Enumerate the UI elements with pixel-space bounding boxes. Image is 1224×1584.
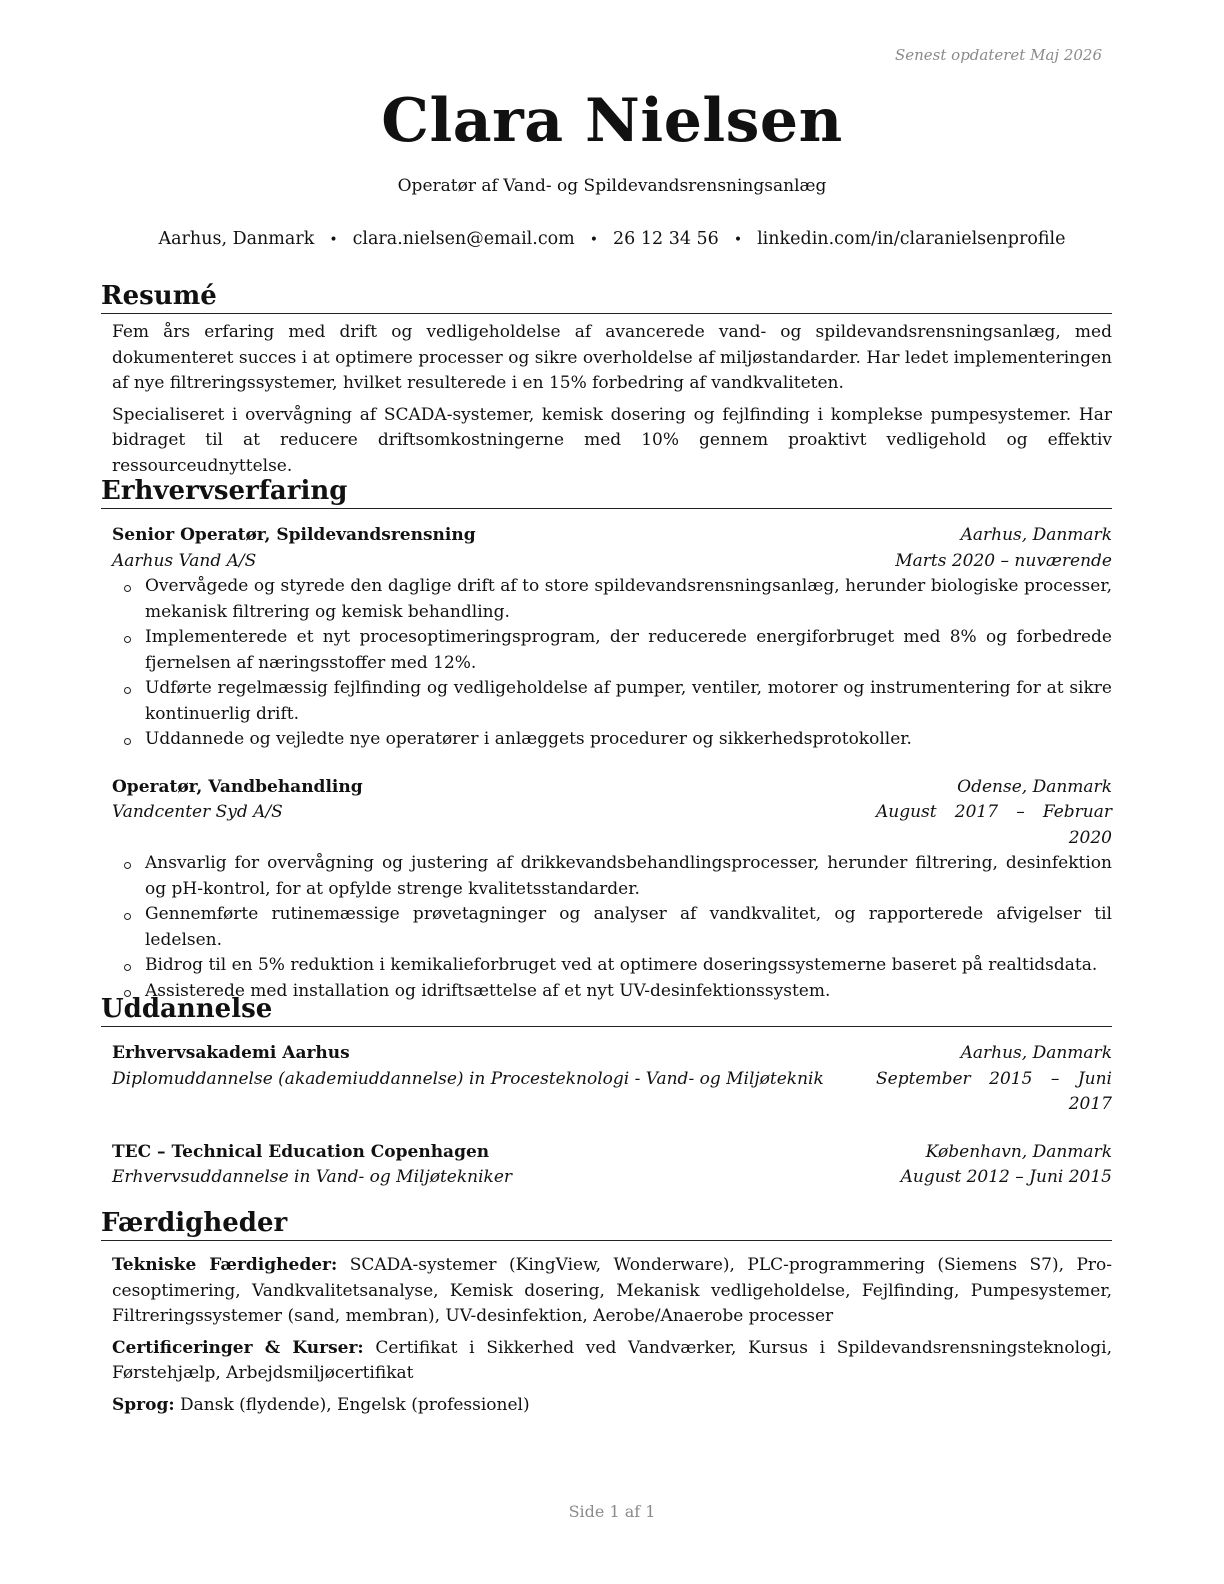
last-updated-note: Senest opdateret Maj 2026 [894,46,1102,64]
job-dates: Marts 2020 – nuværende [895,550,1112,571]
page-number: Side 1 af 1 [568,1502,656,1521]
list-item: Overvågede og styrede den daglige drift af to store spildevandsrensningsanlæg, herunder biologiske processer, mekanisk filtrering og kemisk behandling. [112,574,1112,625]
list-item: Bidrog til en 5% reduktion i kemikalieforbruget ved at optimere doseringssystemerne baseret på realtidsdata. [112,953,1112,979]
experience-section [101,476,1112,1004]
contact-phone: 26 12 34 56 [613,229,719,249]
job-dates: August 2017 – Februar 2020 [876,802,1112,848]
section-heading: Uddannelse [101,994,1112,1027]
job-role: Senior Operatør, Spildevandsrensning [112,525,476,545]
list-item: Gennemførte rutinemæssige prøvetagninger og analyser af vandkvalitet, og rapporterede afvigelser til ledelsen. [112,902,1112,953]
skill-text: Dansk (flydende), Engelsk (professionel) [180,1394,530,1415]
job-location: Odense, Danmark [957,776,1112,797]
job-location: Aarhus, Danmark [960,525,1112,545]
education-dates: September 2015 – Juni 2017 [876,1068,1112,1114]
contact-location: Aarhus, Danmark [158,229,315,249]
summary-paragraph: Fem års erfaring med drift og vedligeholdelse af avancerede vand- og spildevandsrensningsanlæg, med dokumenteret succes i at optimere processer og sikre overholdelse af miljøstandarder. Har ledet implementeringen af nye filtreringssystemer, hvilket resulterede i en 15% forbedring af vandkvaliteten. [112,322,1112,393]
education-section [101,994,1112,1191]
job-company: Aarhus Vand A/S [112,550,257,571]
skill-text: Certifikat i Sikkerhed ved Vandværker, Kursus i Spildevandsrensningsteknologi, Førstehjælp, Arbejdsmiljøcertifikat [112,1337,1112,1383]
school-name: TEC – Technical Education Copenhagen [112,1141,490,1162]
section-heading: Færdigheder [101,1208,1112,1241]
education-entry [112,1140,1112,1191]
school-location: Aarhus, Danmark [960,1043,1112,1063]
skill-group [112,1393,1112,1419]
skill-text: SCADA-systemer (KingView, Wonderware), PLC-programmering (Siemens S7), Procesoptimering, Vandkvalitetsanalyse, Kemisk dosering, Mekanisk vedligeholdelse, Fejlfinding, Pumpesystemer, Filtreringssystemer (sand, membran), UV-desinfektion, Aerobe/Anaerobe processer [112,1255,1112,1326]
skill-label: Tekniske Færdigheder: [112,1255,338,1275]
contact-email[interactable]: clara.nielsen@email.com [352,229,575,249]
list-item: Ansvarlig for overvågning og justering af drikkevandsbehandlingsprocesser, herunder filtrering, desinfektion og pH-kontrol, for at opfylde strenge kvalitetsstandarder. [112,851,1112,902]
skill-label: Sprog: [112,1394,175,1415]
list-item: Udførte regelmæssig fejlfinding og vedligeholdelse af pumper, ventiler, motorer og instrumentering for at sikre kontinuerlig drift. [112,676,1112,727]
skill-group [112,1253,1112,1330]
school-name: Erhvervsakademi Aarhus [112,1043,350,1063]
bullet-separator: • [589,232,599,248]
summary-paragraph: Specialiseret i overvågning af SCADA-systemer, kemisk dosering og fejlfinding i komplekse pumpesystemer. Har bidraget til at reducere driftsomkostningerne med 10% gennem proaktivt vedligehold og effektiv ressourceudnyttelse. [112,404,1112,476]
skill-group [112,1336,1112,1387]
job-entry [112,775,1112,1005]
job-role: Operatør, Vandbehandling [112,776,363,797]
job-bullets [112,574,1112,753]
candidate-name: Clara Nielsen [381,86,843,156]
bullet-separator: • [329,232,338,248]
skill-label: Certificeringer & Kurser: [112,1337,364,1358]
degree: Diplomuddannelse (akademiuddannelse) in Procesteknologi - Vand- og Miljøteknik [112,1068,824,1089]
list-item: Implementerede et nyt procesoptimeringsprogram, der reducerede energiforbruget med 8% og forbedrede fjernelsen af næringsstoffer med 12%. [112,625,1112,676]
summary-section [101,281,1112,479]
degree: Erhvervsuddannelse in Vand- og Miljøtekniker [112,1167,513,1187]
job-title: Operatør af Vand- og Spildevandsrensningsanlæg [397,176,827,196]
contact-linkedin[interactable]: linkedin.com/in/claranielsenprofile [757,229,1066,249]
school-location: København, Danmark [925,1141,1112,1162]
list-item: Assisterede med installation og idriftsættelse af et nyt UV-desinfektionssystem. [112,979,1112,1005]
education-entry [112,1041,1112,1118]
list-item: Uddannede og vejledte nye operatører i anlæggets procedurer og sikkerhedsprotokoller. [112,727,1112,753]
section-heading: Resumé [101,281,1112,314]
contact-line [0,229,1224,249]
job-company: Vandcenter Syd A/S [112,802,283,822]
job-bullets [112,851,1112,1004]
skills-section [101,1208,1112,1418]
education-dates: August 2012 – Juni 2015 [900,1167,1112,1187]
bullet-separator: • [733,232,743,248]
job-entry [112,523,1112,753]
section-heading: Erhvervserfaring [101,476,1112,509]
